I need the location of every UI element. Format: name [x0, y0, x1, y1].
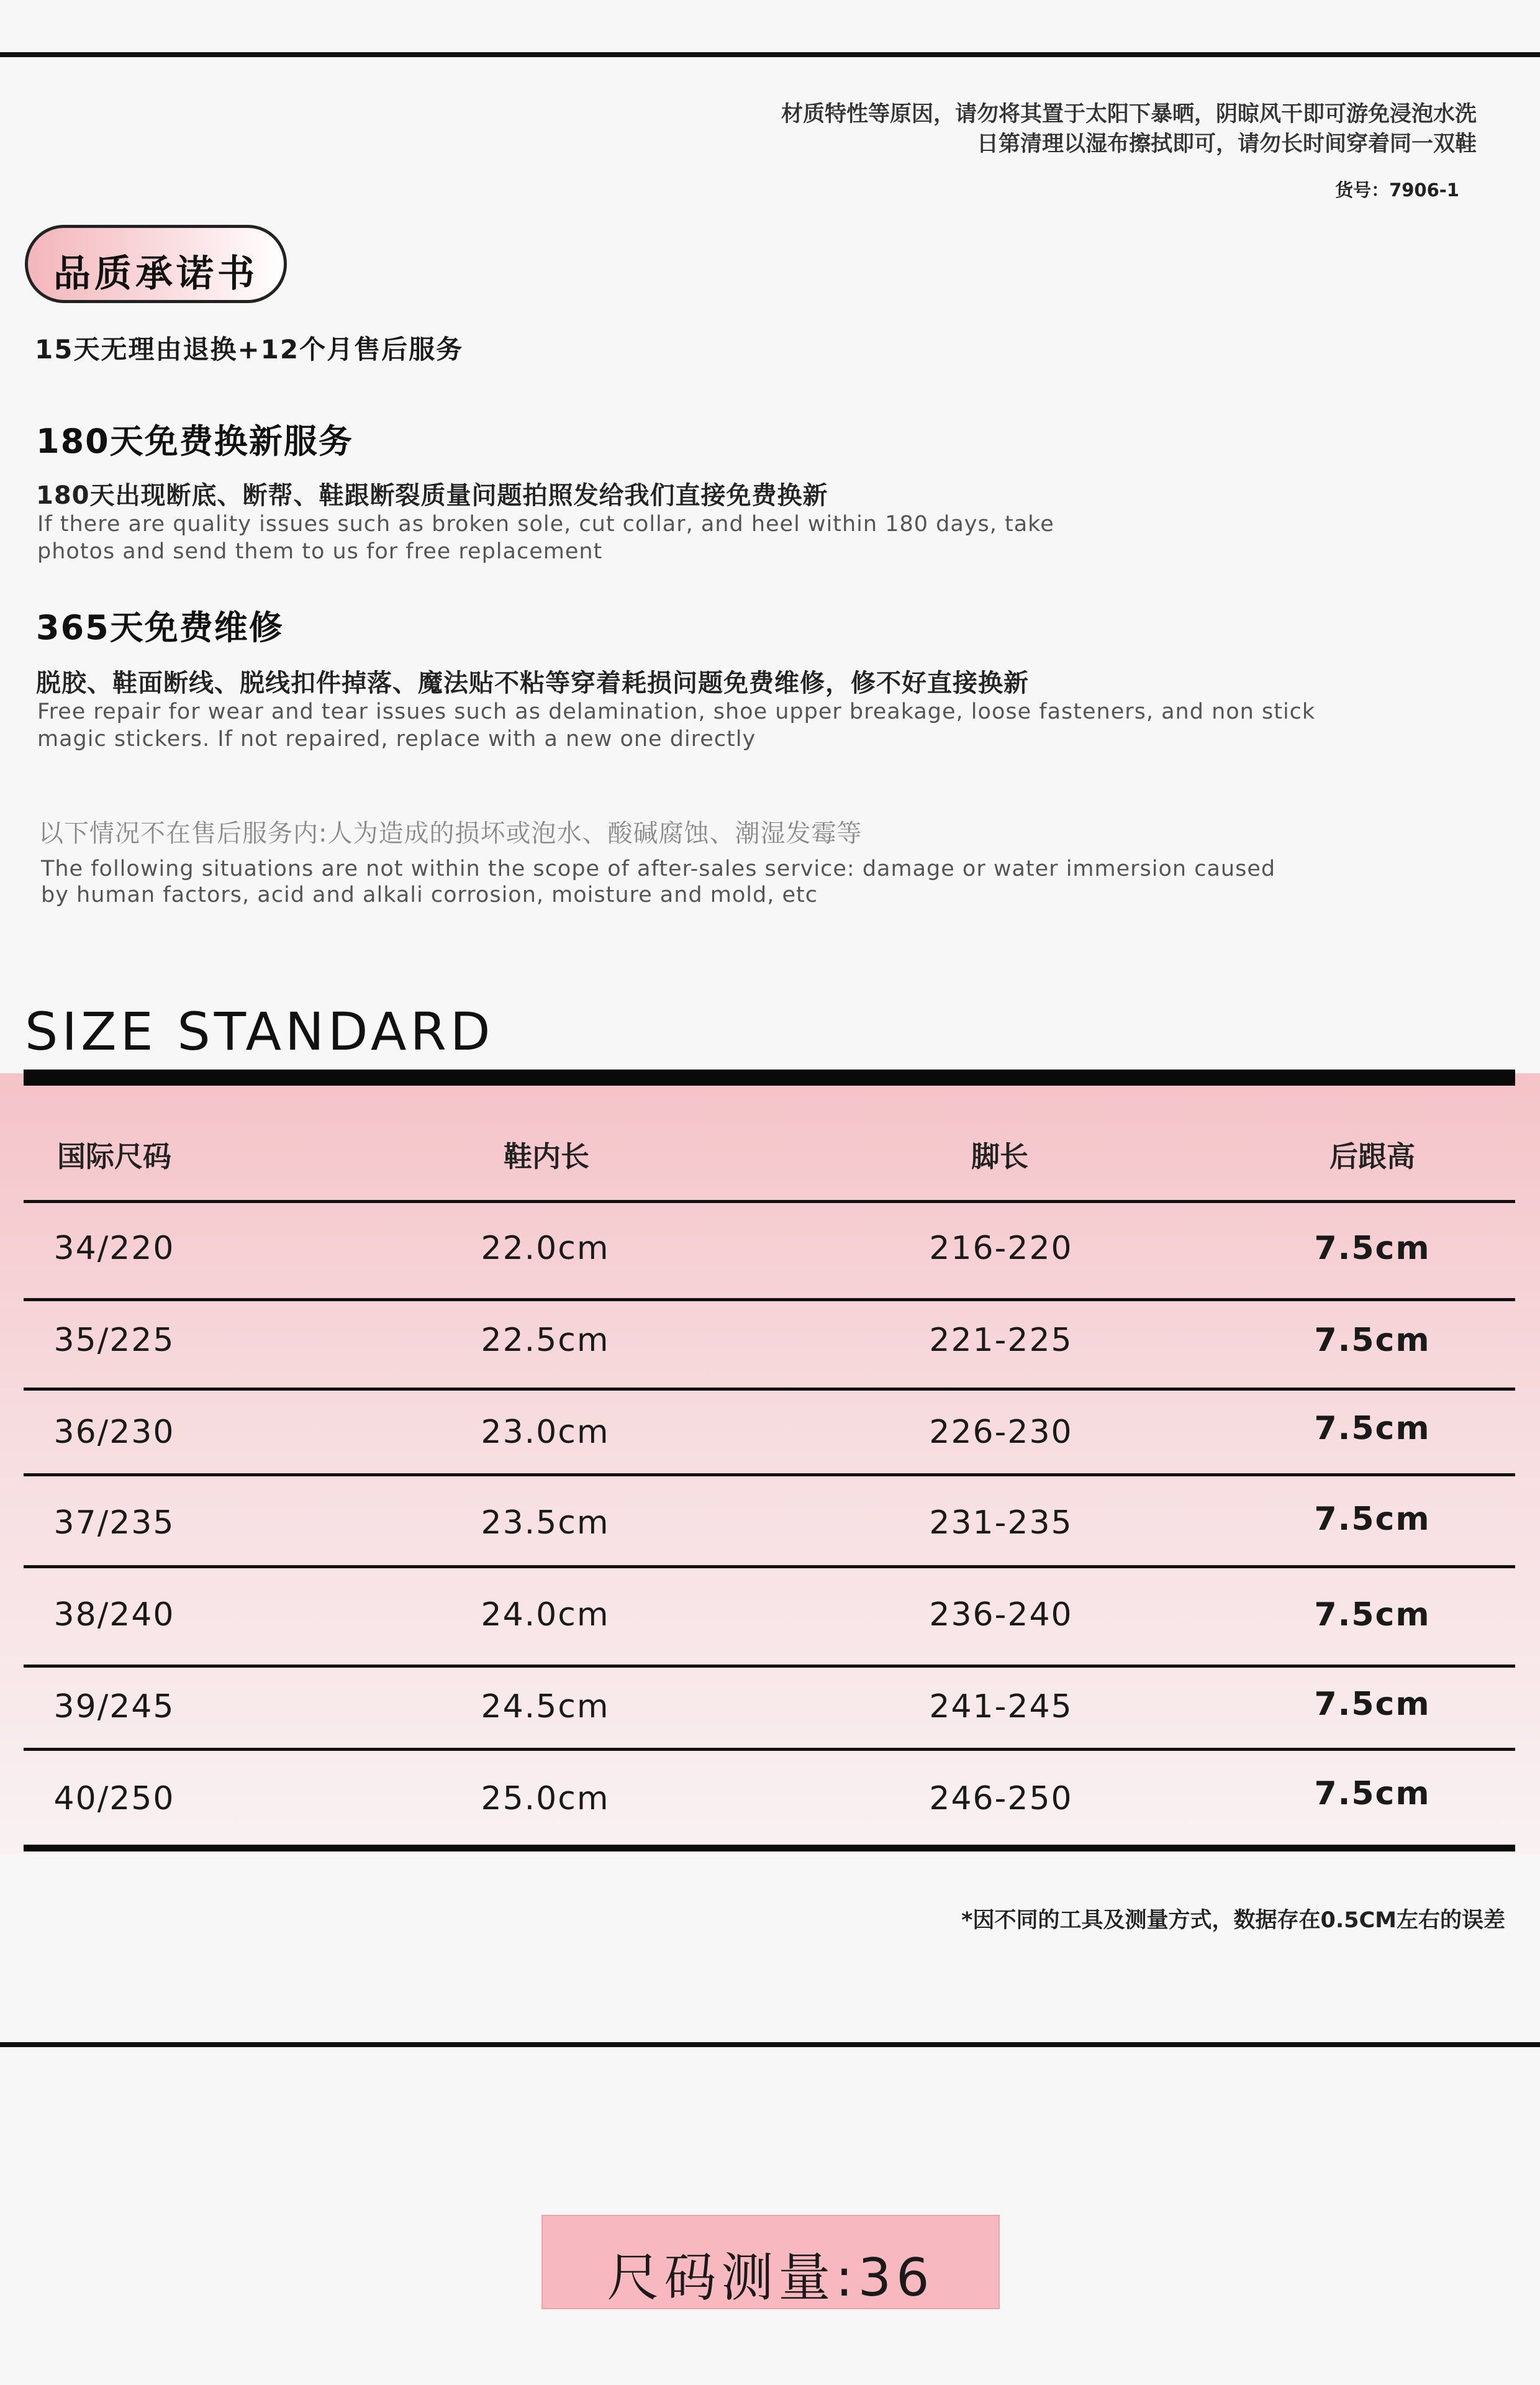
row-divider	[24, 1200, 1515, 1203]
cell-insole-length: 23.0cm	[481, 1414, 610, 1451]
size-standard-title: SIZE STANDARD	[25, 1001, 494, 1062]
cell-heel-height: 7.5cm	[1314, 1686, 1431, 1723]
row-divider	[24, 1473, 1515, 1476]
row-divider	[24, 1565, 1515, 1568]
cell-insole-length: 22.0cm	[481, 1230, 610, 1267]
cell-insole-length: 24.0cm	[481, 1596, 610, 1633]
size-table-background	[0, 1073, 1540, 1855]
cell-heel-height: 7.5cm	[1314, 1410, 1431, 1447]
section-365-en: Free repair for wear and tear issues such as delamination, shoe upper breakage, loose fasteners, and non stick magic stickers. If not repaired, replace with a new one directly	[37, 699, 1316, 752]
row-divider	[24, 1665, 1515, 1668]
section-180-title: 180天免费换新服务	[36, 422, 353, 461]
quality-promise-badge	[25, 225, 287, 303]
cell-intl-size: 36/230	[53, 1414, 175, 1451]
cell-intl-size: 39/245	[53, 1688, 175, 1725]
header-intl-size: 国际尺码	[57, 1140, 171, 1173]
cell-heel-height: 7.5cm	[1314, 1501, 1431, 1538]
return-policy-line: 15天无理由退换+12个月售后服务	[35, 334, 464, 365]
cell-foot-length: 216-220	[929, 1230, 1073, 1267]
cell-heel-height: 7.5cm	[1314, 1322, 1431, 1359]
table-bottom-bar	[24, 1845, 1515, 1851]
top-divider	[0, 52, 1540, 57]
table-top-bar	[24, 1070, 1515, 1086]
cell-foot-length: 226-230	[929, 1414, 1073, 1451]
header-heel-height: 后跟高	[1329, 1140, 1415, 1173]
cell-foot-length: 221-225	[929, 1322, 1073, 1359]
care-line-2: 日第清理以湿布擦拭即可，请勿长时间穿着同一双鞋	[976, 132, 1477, 157]
cell-foot-length: 246-250	[929, 1780, 1073, 1817]
section-365-cn: 脱胶、鞋面断线、脱线扣件掉落、魔法贴不粘等穿着耗损问题免费维修，修不好直接换新	[36, 669, 1029, 697]
cell-heel-height: 7.5cm	[1314, 1596, 1431, 1633]
measurement-disclaimer: *因不同的工具及测量方式，数据存在0.5CM左右的误差	[961, 1908, 1505, 1933]
cell-insole-length: 24.5cm	[481, 1688, 610, 1725]
exclusions-en: The following situations are not within the scope of after-sales service: damage or water immersion caused by human factors, acid and alkali corrosion, moisture and mold, etc	[41, 856, 1276, 907]
row-divider	[24, 1748, 1515, 1751]
exclusions-cn: 以下情况不在售后服务内:人为造成的损坏或泡水、酸碱腐蚀、潮湿发霉等	[38, 819, 863, 848]
cell-foot-length: 236-240	[929, 1596, 1073, 1633]
section-180-cn: 180天出现断底、断帮、鞋跟断裂质量问题拍照发给我们直接免费换新	[36, 481, 828, 510]
cell-insole-length: 23.5cm	[481, 1504, 610, 1542]
cell-intl-size: 40/250	[53, 1780, 175, 1817]
cell-intl-size: 35/225	[53, 1322, 175, 1359]
size-measure-banner	[541, 2215, 1000, 2309]
cell-insole-length: 25.0cm	[481, 1780, 610, 1817]
size-measure-label: 尺码测量:36	[607, 2247, 935, 2308]
header-foot-length: 脚长	[971, 1140, 1028, 1173]
item-number: 货号：7906-1	[1335, 179, 1459, 201]
row-divider	[24, 1388, 1515, 1391]
header-insole-length: 鞋内长	[504, 1140, 589, 1173]
section-365-title: 365天免费维修	[36, 608, 284, 647]
badge-label: 品质承诺书	[53, 252, 258, 296]
row-divider	[24, 1298, 1515, 1301]
cell-heel-height: 7.5cm	[1314, 1775, 1431, 1812]
cell-intl-size: 38/240	[53, 1596, 175, 1633]
cell-foot-length: 241-245	[929, 1688, 1073, 1725]
cell-insole-length: 22.5cm	[481, 1322, 610, 1359]
care-line-1: 材质特性等原因，请勿将其置于太阳下暴晒，阴晾风干即可游免浸泡水洗	[781, 102, 1477, 127]
cell-heel-height: 7.5cm	[1314, 1230, 1431, 1267]
cell-intl-size: 37/235	[53, 1504, 175, 1542]
cell-foot-length: 231-235	[929, 1504, 1073, 1542]
section-180-en: If there are quality issues such as broken sole, cut collar, and heel within 180 days, take photos and send them to us for free replacement	[37, 512, 1054, 564]
cell-intl-size: 34/220	[53, 1230, 175, 1267]
bottom-divider	[0, 2042, 1540, 2047]
care-instructions	[781, 99, 1477, 159]
